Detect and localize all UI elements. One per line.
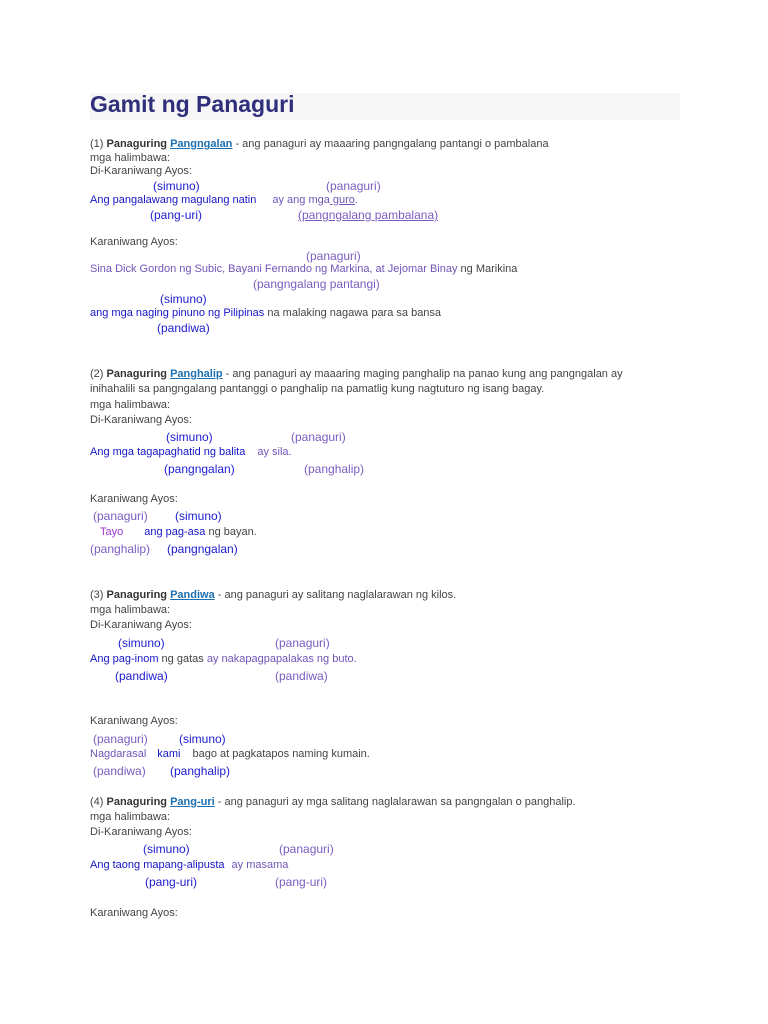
section-4-di-example	[90, 860, 288, 871]
section-3-di-pandiwa-label-1: (pandiwa)	[115, 669, 168, 683]
section-2-ka-panghalip-label: (panghalip)	[90, 542, 151, 556]
section-2-ka-panaguri-label: (panaguri)	[93, 509, 148, 523]
section-1-karaniwang-label: Karaniwang Ayos:	[90, 236, 178, 248]
section-2-bold: Panaguring	[106, 368, 171, 380]
section-1-di-example-period: .	[354, 194, 358, 206]
section-3-heading	[90, 590, 456, 601]
section-2-heading	[90, 369, 623, 380]
section-3-ka-simuno-label: (simuno)	[179, 732, 226, 746]
section-2-di-simuno-label: (simuno)	[166, 430, 213, 444]
section-2-di-example-predicate: ay sila.	[257, 446, 292, 458]
section-2-link[interactable]: Panghalip	[170, 368, 223, 380]
section-1-ka-simuno-label: (simuno)	[160, 292, 207, 306]
section-2-description-line2: inihahalili sa pangngalang pantanggi o panghalip na pamatlig kung nagtuturo ng isang bagay.	[90, 383, 545, 395]
section-4-heading	[90, 797, 576, 808]
section-3-description: - ang panaguri ay salitang naglalarawan ng kilos.	[214, 589, 457, 601]
section-1-ka-example-line1	[90, 264, 517, 275]
section-4-karaniwang-label: Karaniwang Ayos:	[90, 907, 178, 919]
section-1-description: - ang panaguri ay maaaring pangngalang pantangi o pambalana	[232, 138, 549, 150]
section-1-ka-example-names: Sina Dick Gordon ng Subic, Bayani Fernando ng Markina, at Jejomar Binay	[90, 263, 458, 275]
section-3-di-example-predicate: ay nakapagpapalakas ng buto.	[206, 653, 357, 665]
section-2-di-pangngalan-label: (pangngalan)	[164, 462, 235, 476]
section-1-link[interactable]: Pangngalan	[170, 138, 233, 150]
page-title: Gamit ng Panaguri	[90, 91, 295, 117]
section-2-description: - ang panaguri ay maaaring maging panghalip na panao kung ang pangngalan ay	[222, 368, 623, 380]
section-1-di-example-predicate: ay ang mga	[272, 194, 330, 206]
section-4-di-example-subject: Ang taong mapang-alipusta	[90, 859, 225, 871]
section-3-ka-example-rest: bago at pagkatapos naming kumain.	[192, 748, 370, 760]
section-2-ka-example-tayo: Tayo	[100, 526, 124, 538]
section-1-ka-panaguri-label: (panaguri)	[306, 249, 361, 263]
section-1-di-example-guro: guro	[329, 194, 355, 206]
section-2-number: (2)	[90, 368, 107, 380]
section-3-link[interactable]: Pandiwa	[170, 589, 215, 601]
section-2-ka-example	[100, 527, 257, 538]
section-1-ka-example-rest: na malaking nagawa para sa bansa	[264, 307, 442, 319]
section-1-bold: Panaguring	[106, 138, 171, 150]
section-3-ka-example-kami: kami	[157, 748, 181, 760]
section-3-ka-example-nagdarasal: Nagdarasal	[90, 748, 147, 760]
section-2-di-karaniwang-label: Di-Karaniwang Ayos:	[90, 414, 192, 426]
section-3-bold: Panaguring	[106, 589, 171, 601]
section-1-ka-example-line2	[90, 308, 441, 319]
section-3-examples-label: mga halimbawa:	[90, 604, 171, 616]
section-3-number: (3)	[90, 589, 107, 601]
section-4-examples-label: mga halimbawa:	[90, 811, 171, 823]
section-3-ka-panaguri-label: (panaguri)	[93, 732, 148, 746]
section-2-ka-simuno-label: (simuno)	[175, 509, 222, 523]
section-4-di-simuno-label: (simuno)	[143, 842, 190, 856]
section-1-di-karaniwang-label: Di-Karaniwang Ayos:	[90, 165, 192, 177]
section-1-di-example-subject: Ang pangalawang magulang natin	[90, 194, 257, 206]
section-3-ka-pandiwa-label: (pandiwa)	[93, 764, 146, 778]
section-2-ka-pangngalan-label: (pangngalan)	[167, 542, 238, 556]
section-4-description: - ang panaguri ay mga salitang naglalarawan sa pangngalan o panghalip.	[214, 796, 576, 808]
section-2-examples-label: mga halimbawa:	[90, 399, 171, 411]
section-4-link[interactable]: Pang-uri	[170, 796, 215, 808]
section-4-di-panguri-label-2: (pang-uri)	[275, 875, 328, 889]
section-3-di-example-subject: Ang pag-inom	[90, 653, 159, 665]
section-4-bold: Panaguring	[106, 796, 171, 808]
section-4-di-panaguri-label: (panaguri)	[279, 842, 334, 856]
section-3-di-simuno-label: (simuno)	[118, 636, 165, 650]
section-1-examples-label: mga halimbawa:	[90, 152, 171, 164]
section-3-di-example	[90, 654, 357, 665]
section-3-di-panaguri-label: (panaguri)	[275, 636, 330, 650]
section-1-di-panguri-label: (pang-uri)	[150, 208, 203, 222]
section-4-di-karaniwang-label: Di-Karaniwang Ayos:	[90, 826, 192, 838]
section-4-di-panguri-label-1: (pang-uri)	[145, 875, 198, 889]
section-3-karaniwang-label: Karaniwang Ayos:	[90, 715, 178, 727]
section-4-number: (4)	[90, 796, 107, 808]
section-3-di-pandiwa-label-2: (pandiwa)	[275, 669, 328, 683]
section-1-number: (1)	[90, 138, 107, 150]
section-1-ka-example-subject: ang mga naging pinuno ng Pilipinas	[90, 307, 265, 319]
section-2-di-panghalip-label: (panghalip)	[304, 462, 365, 476]
section-1-ka-pantangi-label: (pangngalang pantangi)	[253, 277, 380, 291]
section-2-di-example	[90, 447, 292, 458]
section-1-di-example	[90, 195, 358, 206]
section-1-ka-pandiwa-label: (pandiwa)	[157, 321, 210, 335]
section-2-ka-example-subject: ang pag-asa	[144, 526, 206, 538]
section-2-karaniwang-label: Karaniwang Ayos:	[90, 493, 178, 505]
section-1-di-panaguri-label: (panaguri)	[326, 179, 381, 193]
section-2-ka-example-rest: ng bayan.	[205, 526, 257, 538]
section-1-di-pambalana-label: (pangngalang pambalana)	[298, 208, 439, 222]
section-2-di-example-subject: Ang mga tagapaghatid ng balita	[90, 446, 246, 458]
section-3-ka-example	[90, 749, 370, 760]
section-3-di-example-ng-gatas: ng gatas	[158, 653, 207, 665]
section-2-di-panaguri-label: (panaguri)	[291, 430, 346, 444]
section-3-di-karaniwang-label: Di-Karaniwang Ayos:	[90, 619, 192, 631]
section-4-di-example-predicate: ay masama	[231, 859, 289, 871]
section-1-di-simuno-label: (simuno)	[153, 179, 200, 193]
section-1-heading	[90, 139, 549, 150]
section-1-ka-example-marikina: ng Marikina	[457, 263, 518, 275]
section-3-ka-panghalip-label: (panghalip)	[170, 764, 231, 778]
